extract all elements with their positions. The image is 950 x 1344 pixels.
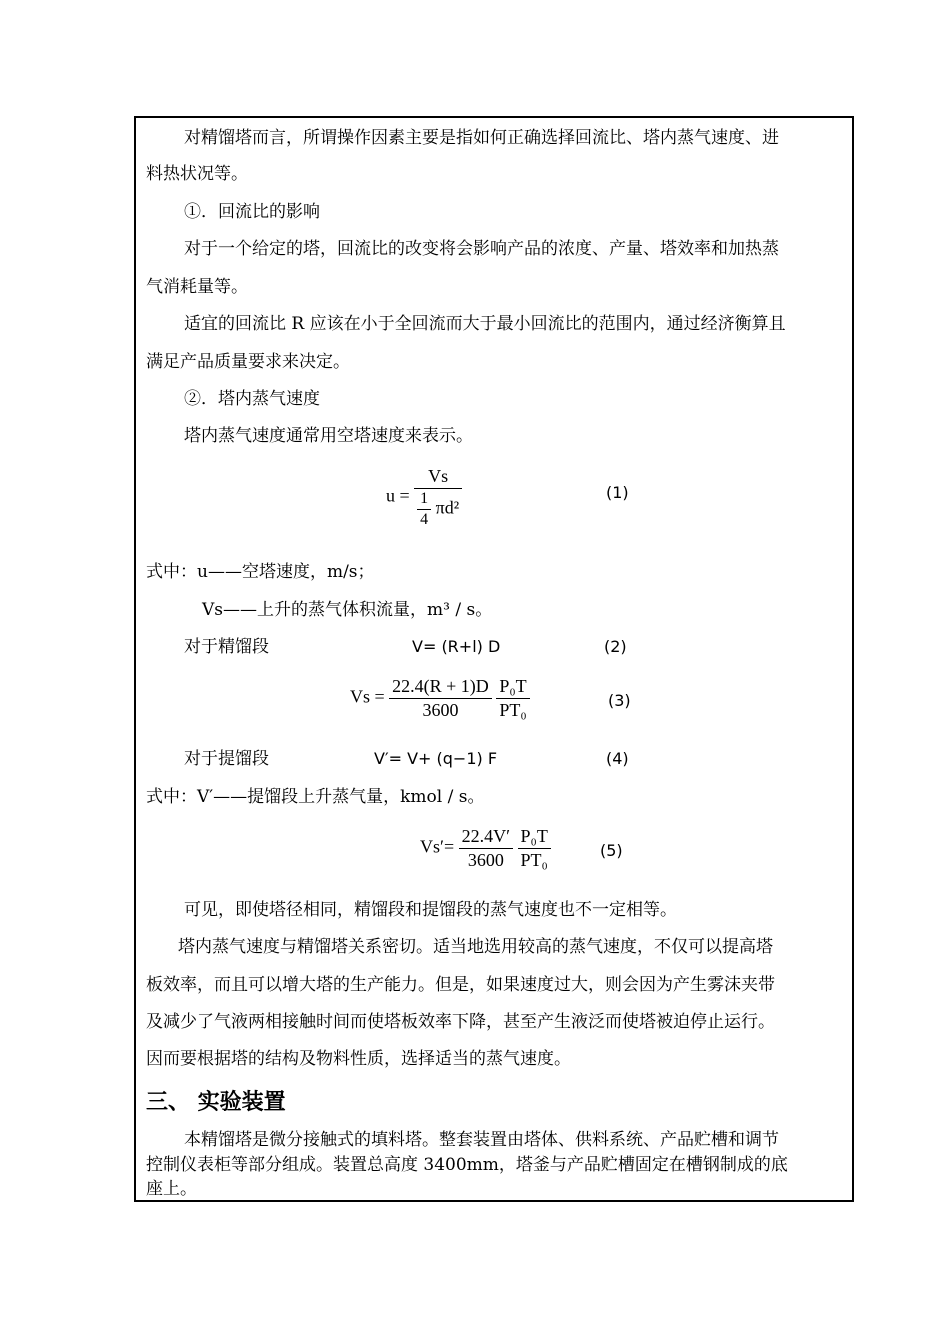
where-line: Vs——上升的蒸气体积流量，m³ / s。 — [202, 600, 493, 620]
paragraph-line: 气消耗量等。 — [146, 277, 248, 297]
equation-5 — [420, 826, 551, 871]
paragraph-line: 座上。 — [146, 1179, 197, 1199]
eq3-den2: PT₀ — [499, 700, 527, 720]
equation-1 — [386, 466, 462, 529]
where-line: 式中：V′——提馏段上升蒸气量，kmol / s。 — [146, 787, 485, 807]
eq5-lhs: Vs′= — [420, 836, 455, 857]
eq5-num2: P₀T — [518, 826, 551, 849]
eq3-lhs: Vs = — [350, 686, 385, 707]
paragraph-line: 适宜的回流比 R 应该在小于全回流而大于最小回流比的范围内，通过经济衡算且 — [184, 314, 786, 334]
paragraph-line: 对精馏塔而言，所谓操作因素主要是指如何正确选择回流比、塔内蒸气速度、进 — [184, 128, 779, 148]
eq5-den2: PT₀ — [520, 850, 548, 870]
paragraph-line: 满足产品质量要求来决定。 — [146, 352, 350, 372]
eq3-num2: P₀T — [496, 676, 529, 699]
equation-label: (3) — [608, 691, 631, 710]
eq1-quarter-num: 1 — [417, 490, 431, 510]
subsection-title: ①．回流比的影响 — [184, 202, 320, 222]
eq3-num1: 22.4(R + 1)D — [389, 676, 492, 699]
where-line: 式中：u——空塔速度，m/s； — [146, 562, 375, 582]
eq3-fraction-1 — [389, 676, 492, 721]
equation-label: (5) — [600, 841, 623, 860]
paragraph-line: 及减少了气液两相接触时间而使塔板效率下降，甚至产生液泛而使塔被迫停止运行。 — [146, 1012, 775, 1032]
eq1-denominator — [414, 489, 462, 529]
eq1-quarter — [417, 490, 431, 529]
eq2-formula: V= (R+l) D — [412, 637, 501, 656]
eq3-fraction-2 — [496, 676, 529, 721]
eq4-formula: V′= V+ (q−1) F — [374, 749, 498, 768]
eq1-pid2: πd² — [435, 497, 460, 518]
paragraph-line: 料热状况等。 — [146, 164, 248, 184]
paragraph-line: 对于一个给定的塔，回流比的改变将会影响产品的浓度、产量、塔效率和加热蒸 — [184, 239, 779, 259]
paragraph-line: 板效率，而且可以增大塔的生产能力。但是，如果速度过大，则会因为产生雾沫夹带 — [146, 975, 775, 995]
eq1-lhs: u = — [386, 485, 410, 506]
eq5-fraction-1 — [459, 826, 513, 871]
section-heading: 三、 实验装置 — [146, 1090, 286, 1115]
eq4-text: 对于提馏段 — [184, 749, 269, 769]
paragraph-line: 本精馏塔是微分接触式的填料塔。整套装置由塔体、供料系统、产品贮槽和调节 — [184, 1130, 779, 1150]
equation-label: (2) — [604, 637, 627, 656]
paragraph-line: 因而要根据塔的结构及物料性质，选择适当的蒸气速度。 — [146, 1049, 571, 1069]
eq3-den1: 3600 — [422, 700, 459, 720]
eq5-fraction-2 — [518, 826, 551, 871]
paragraph-line: 塔内蒸气速度与精馏塔关系密切。适当地选用较高的蒸气速度，不仅可以提高塔 — [178, 937, 773, 957]
eq5-num1: 22.4V′ — [459, 826, 513, 849]
paragraph-line: 可见，即使塔径相同，精馏段和提馏段的蒸气速度也不一定相等。 — [184, 900, 677, 920]
eq1-quarter-den: 4 — [420, 511, 429, 528]
eq1-fraction — [414, 466, 462, 529]
equation-3 — [350, 676, 530, 721]
content-frame — [134, 116, 854, 1202]
eq2-text: 对于精馏段 — [184, 637, 269, 657]
equation-label: (1) — [606, 483, 629, 502]
eq5-den1: 3600 — [467, 850, 504, 870]
equation-label: (4) — [606, 749, 629, 768]
paragraph-line: 塔内蒸气速度通常用空塔速度来表示。 — [184, 426, 473, 446]
paragraph-line: 控制仪表柜等部分组成。装置总高度 3400mm，塔釜与产品贮槽固定在槽钢制成的底 — [146, 1155, 788, 1175]
eq1-numerator: Vs — [414, 466, 462, 489]
subsection-title: ②．塔内蒸气速度 — [184, 389, 320, 409]
